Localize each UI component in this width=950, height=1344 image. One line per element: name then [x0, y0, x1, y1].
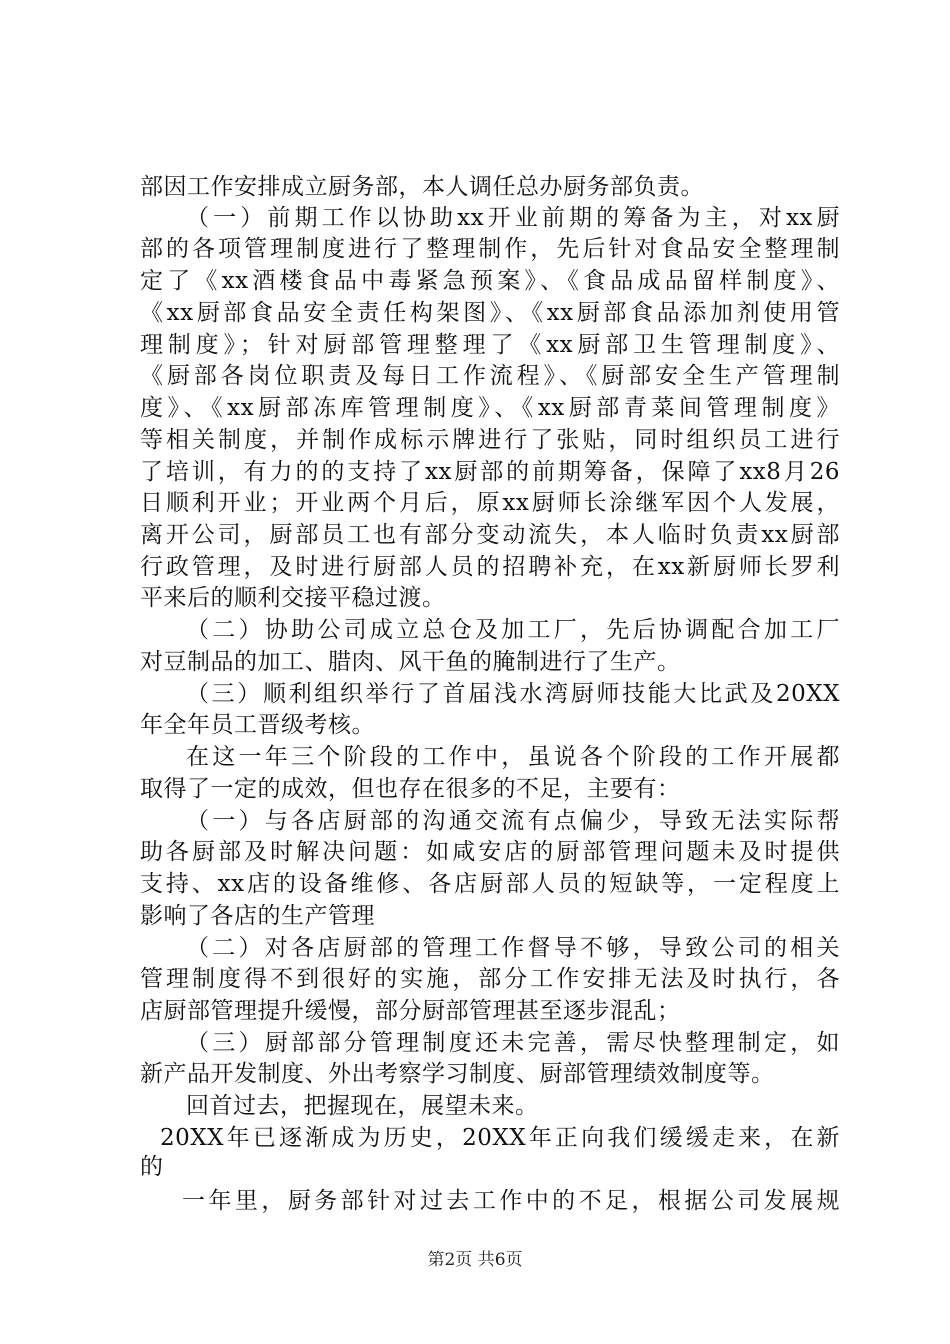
text-line: 部因工作安排成立厨务部，本人调任总办厨务部负责。	[140, 174, 704, 200]
text-line: 新产品开发制度、外出考察学习制度、厨部管理绩效制度等。	[140, 1061, 775, 1087]
text-line: （一）前期工作以协助xx开业前期的筹备为主，对xx厨	[186, 205, 840, 231]
text-line: 20XX年已逐渐成为历史，20XX年正向我们缓缓走来，在新	[160, 1125, 840, 1151]
text-line: 影响了各店的生产管理	[140, 903, 375, 929]
text-line: （二）对各店厨部的管理工作督导不够，导致公司的相关	[186, 935, 840, 961]
text-line: 定了《xx酒楼食品中毒紧急预案》、《食品成品留样制度》、	[140, 268, 840, 294]
text-line: （一）与各店厨部的沟通交流有点偏少，导致无法实际帮	[186, 808, 840, 834]
text-line: 离开公司，厨部员工也有部分变动流失，本人临时负责xx厨部	[140, 522, 840, 548]
text-line: 的	[140, 1154, 164, 1180]
text-line: 对豆制品的加工、腊肉、风干鱼的腌制进行了生产。	[140, 649, 681, 675]
text-line: 一年里，厨务部针对过去工作中的不足，根据公司发展规	[182, 1188, 840, 1214]
text-line: 《xx厨部食品安全责任构架图》、《xx厨部食品添加剂使用管	[140, 300, 840, 326]
text-line: 理制度》；针对厨部管理整理了《xx厨部卫生管理制度》、	[140, 332, 840, 358]
text-line: 支持、xx店的设备维修、各店厨部人员的短缺等，一定程度上	[140, 871, 840, 897]
text-line: 部的各项管理制度进行了整理制作，先后针对食品安全整理制	[140, 236, 840, 262]
text-line: 《厨部各岗位职责及每日工作流程》、《厨部安全生产管理制	[140, 363, 840, 389]
text-line: 助各厨部及时解决问题：如咸安店的厨部管理问题未及时提供	[140, 839, 840, 865]
text-line: 取得了一定的成效，但也存在很多的不足，主要有：	[140, 776, 681, 802]
text-line: 等相关制度，并制作成标示牌进行了张贴，同时组织员工进行	[140, 427, 840, 453]
text-line: （二）协助公司成立总仓及加工厂，先后协调配合加工厂	[186, 617, 840, 643]
text-line: （三）厨部部分管理制度还未完善，需尽快整理制定，如	[186, 1030, 840, 1056]
text-line: 度》、《xx厨部冻库管理制度》、《xx厨部青菜间管理制度》	[140, 395, 840, 421]
text-line: 在这一年三个阶段的工作中，虽说各个阶段的工作开展都	[186, 744, 840, 770]
text-line: 日顺利开业；开业两个月后，原xx厨师长涂继军因个人发展，	[140, 490, 840, 516]
text-line: （三）顺利组织举行了首届浅水湾厨师技能大比武及20XX	[186, 681, 840, 707]
page-number-footer: 第2页 共6页	[427, 1250, 523, 1270]
text-line: 年全年员工晋级考核。	[140, 712, 375, 738]
text-line: 行政管理，及时进行厨部人员的招聘补充，在xx新厨师长罗利	[140, 554, 840, 580]
text-line: 店厨部管理提升缓慢，部分厨部管理甚至逐步混乱；	[140, 998, 681, 1024]
text-line: 管理制度得不到很好的实施，部分工作安排无法及时执行，各	[140, 966, 840, 992]
text-line: 了培训，有力的的支持了xx厨部的前期筹备，保障了xx8月26	[140, 459, 840, 485]
text-line: 平来后的顺利交接平稳过渡。	[140, 585, 446, 611]
text-line: 回首过去，把握现在，展望未来。	[186, 1093, 539, 1119]
